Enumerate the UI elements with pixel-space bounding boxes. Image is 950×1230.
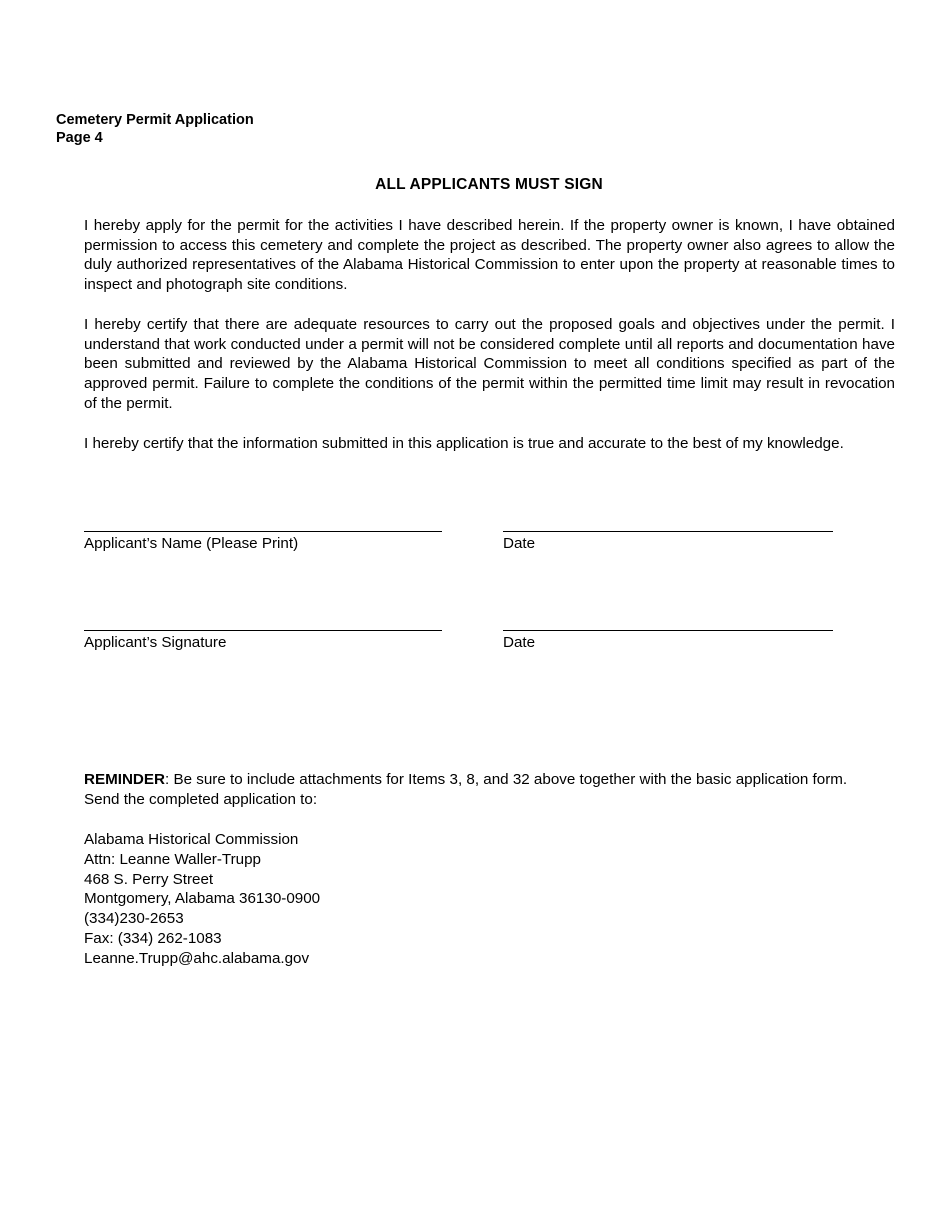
form-title: Cemetery Permit Application (56, 112, 254, 128)
resources-paragraph: I hereby certify that there are adequate resources to carry out the proposed goals and objectives under the permit. I understand that work conducted under a permit will not be considered complete until all reports and documentation have been submitted and reviewed by the Alabama Historical Commission to meet all conditions specified as part of the approved permit. Failure to complete the conditions of the permit within the permitted time limit may result in revocation of the permit. (84, 316, 895, 412)
address-email[interactable]: Leanne.Trupp@ahc.alabama.gov (84, 949, 310, 967)
applicant-signature-label: Applicant’s Signature (84, 634, 227, 651)
signature-date-field[interactable] (503, 630, 833, 631)
reminder-text: : Be sure to include attachments for Items 3, 8, and 32 above together with the basic application form. Send the completed application to: (84, 771, 848, 808)
page-number: Page 4 (56, 130, 103, 146)
permission-paragraph: I hereby apply for the permit for the activities I have described herein. If the property owner is known, I have obtained permission to access this cemetery and complete the project as described. The property owner also agrees to allow the duly authorized representatives of the Alabama Historical Commission to enter upon the property at reasonable times to inspect and photograph site conditions. (84, 217, 895, 294)
section-heading: ALL APPLICANTS MUST SIGN (375, 176, 603, 193)
address-organization: Alabama Historical Commission (84, 831, 299, 848)
address-city-state-zip: Montgomery, Alabama 36130-0900 (84, 890, 321, 908)
applicant-signature-field[interactable] (84, 630, 442, 631)
signature-date-label: Date (503, 634, 536, 651)
applicant-name-label: Applicant’s Name (Please Print) (84, 535, 299, 552)
address-phone: (334)230-2653 (84, 910, 184, 928)
address-fax: Fax: (334) 262-1083 (84, 929, 222, 947)
mailing-address (84, 830, 320, 969)
certification-paragraph: I hereby certify that the information submitted in this application is true and accurate to the best of my knowledge. (84, 435, 844, 452)
address-street: 468 S. Perry Street (84, 870, 214, 888)
reminder-label: REMINDER (84, 771, 166, 788)
reminder-note (84, 770, 874, 810)
applicant-name-field[interactable] (84, 531, 442, 532)
name-date-field[interactable] (503, 531, 833, 532)
document-header (56, 111, 254, 147)
name-date-label: Date (503, 535, 536, 552)
address-attention: Attn: Leanne Waller-Trupp (84, 850, 261, 868)
